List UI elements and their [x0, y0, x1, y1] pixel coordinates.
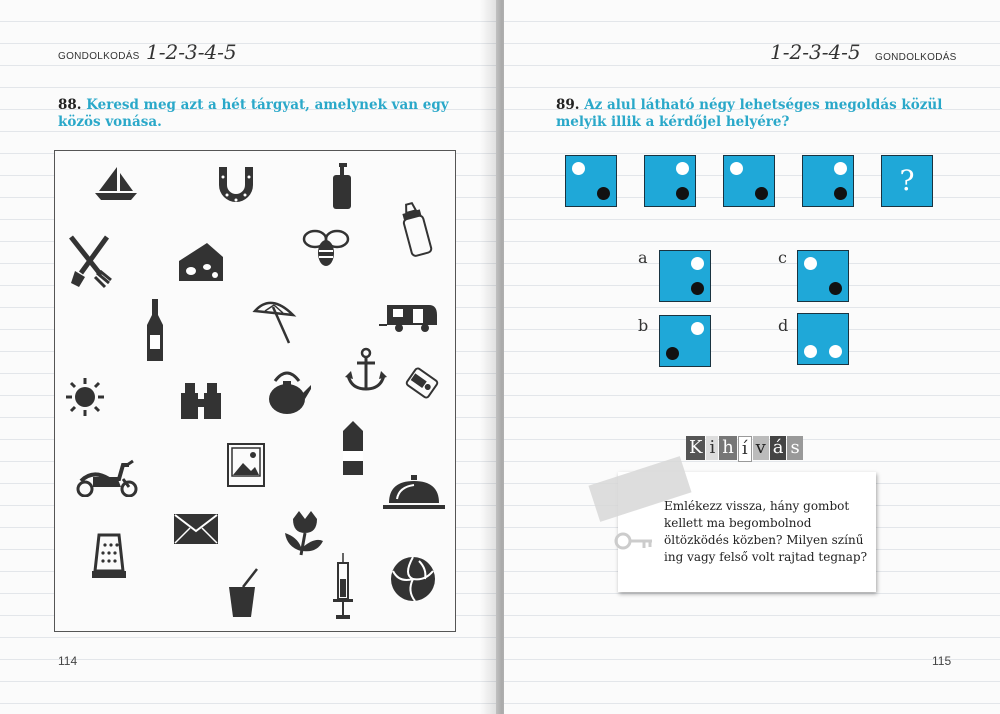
sailboat-icon: [93, 165, 139, 201]
challenge-title-letter: í: [738, 436, 752, 462]
right-page: [504, 0, 1000, 714]
black-dot: [834, 187, 847, 200]
task-number: 88.: [58, 97, 82, 113]
milk-carton-icon: [341, 419, 365, 477]
black-dot: [597, 187, 610, 200]
challenge-title-letter: i: [706, 436, 718, 460]
white-dot: [691, 322, 704, 335]
challenge-title-letter: h: [719, 436, 737, 460]
header-label: GONDOLKODÁS: [875, 52, 957, 63]
challenge-title: [686, 436, 804, 462]
volleyball-icon: [389, 555, 437, 603]
anchor-icon: [345, 347, 387, 393]
scooter-icon: [73, 457, 141, 497]
task-88: [58, 97, 458, 131]
page-number: 115: [932, 654, 952, 668]
white-dot: [691, 257, 704, 270]
binoculars-icon: [179, 381, 223, 421]
icon-grid-frame: [54, 150, 456, 632]
sun-icon: [65, 377, 105, 417]
black-dot: [755, 187, 768, 200]
sequence-tile-2: [644, 155, 696, 207]
sequence-tile-4: [802, 155, 854, 207]
picture-frame-icon: [227, 443, 265, 487]
header-sequence: 1-2-3-4-5: [146, 40, 237, 64]
black-dot: [691, 282, 704, 295]
syringe-icon: [331, 553, 355, 621]
white-dot: [804, 345, 817, 358]
white-dot: [829, 345, 842, 358]
page-number: 114: [58, 654, 78, 668]
task-text: Keresd meg azt a hét tárgyat, amelynek van egy közös vonása.: [58, 97, 449, 130]
pencil-sharpener-icon: [405, 367, 439, 399]
white-dot: [804, 257, 817, 270]
white-dot: [572, 162, 585, 175]
wine-bottle-icon: [145, 297, 165, 363]
caravan-icon: [379, 301, 441, 333]
challenge-title-letter: s: [787, 436, 802, 460]
option-b-label: b: [638, 316, 649, 335]
white-dot: [834, 162, 847, 175]
thimble-icon: [89, 531, 129, 581]
cup-with-straw-icon: [225, 565, 261, 619]
option-c-label: c: [778, 248, 787, 267]
challenge-title-letter: K: [686, 436, 705, 460]
sequence-tile-1: [565, 155, 617, 207]
white-dot: [730, 162, 743, 175]
horseshoe-icon: [213, 163, 259, 209]
envelope-icon: [173, 513, 219, 545]
black-dot: [829, 282, 842, 295]
bee-icon: [301, 225, 351, 269]
cheese-icon: [177, 239, 225, 283]
option-d-label: d: [778, 316, 789, 335]
fork-and-shovel-icon: [67, 233, 113, 289]
kettle-icon: [261, 363, 313, 417]
question-mark: ?: [899, 164, 915, 197]
header-label: GONDOLKODÁS: [58, 51, 140, 62]
task-number: 89.: [556, 97, 580, 113]
challenge-title-letter: á: [770, 436, 787, 460]
option-a-tile[interactable]: [659, 250, 711, 302]
challenge-text: Emlékezz vissza, hány gombot kellett ma begombolnod öltözködés közben? Milyen színű ing vagy felső volt rajtad tegnap?: [664, 499, 868, 564]
baby-bottle-icon: [397, 201, 435, 259]
left-page: [0, 0, 496, 714]
header-sequence: 1-2-3-4-5: [770, 40, 861, 64]
sequence-tile-3: [723, 155, 775, 207]
option-a-label: a: [638, 248, 648, 267]
soap-dispenser-icon: [329, 161, 355, 211]
umbrella-icon: [251, 297, 297, 347]
black-dot: [676, 187, 689, 200]
white-dot: [676, 162, 689, 175]
black-dot: [666, 347, 679, 360]
key-icon: [614, 530, 654, 557]
option-b-tile[interactable]: [659, 315, 711, 367]
task-text: Az alul látható négy lehetséges megoldás közül melyik illik a kérdőjel helyére?: [556, 97, 943, 130]
challenge-title-letter: v: [753, 436, 769, 460]
option-c-tile[interactable]: [797, 250, 849, 302]
task-89: [556, 97, 956, 131]
tulip-icon: [283, 507, 325, 557]
question-tile: [881, 155, 933, 207]
option-d-tile[interactable]: [797, 313, 849, 365]
serving-cloche-icon: [381, 473, 447, 511]
